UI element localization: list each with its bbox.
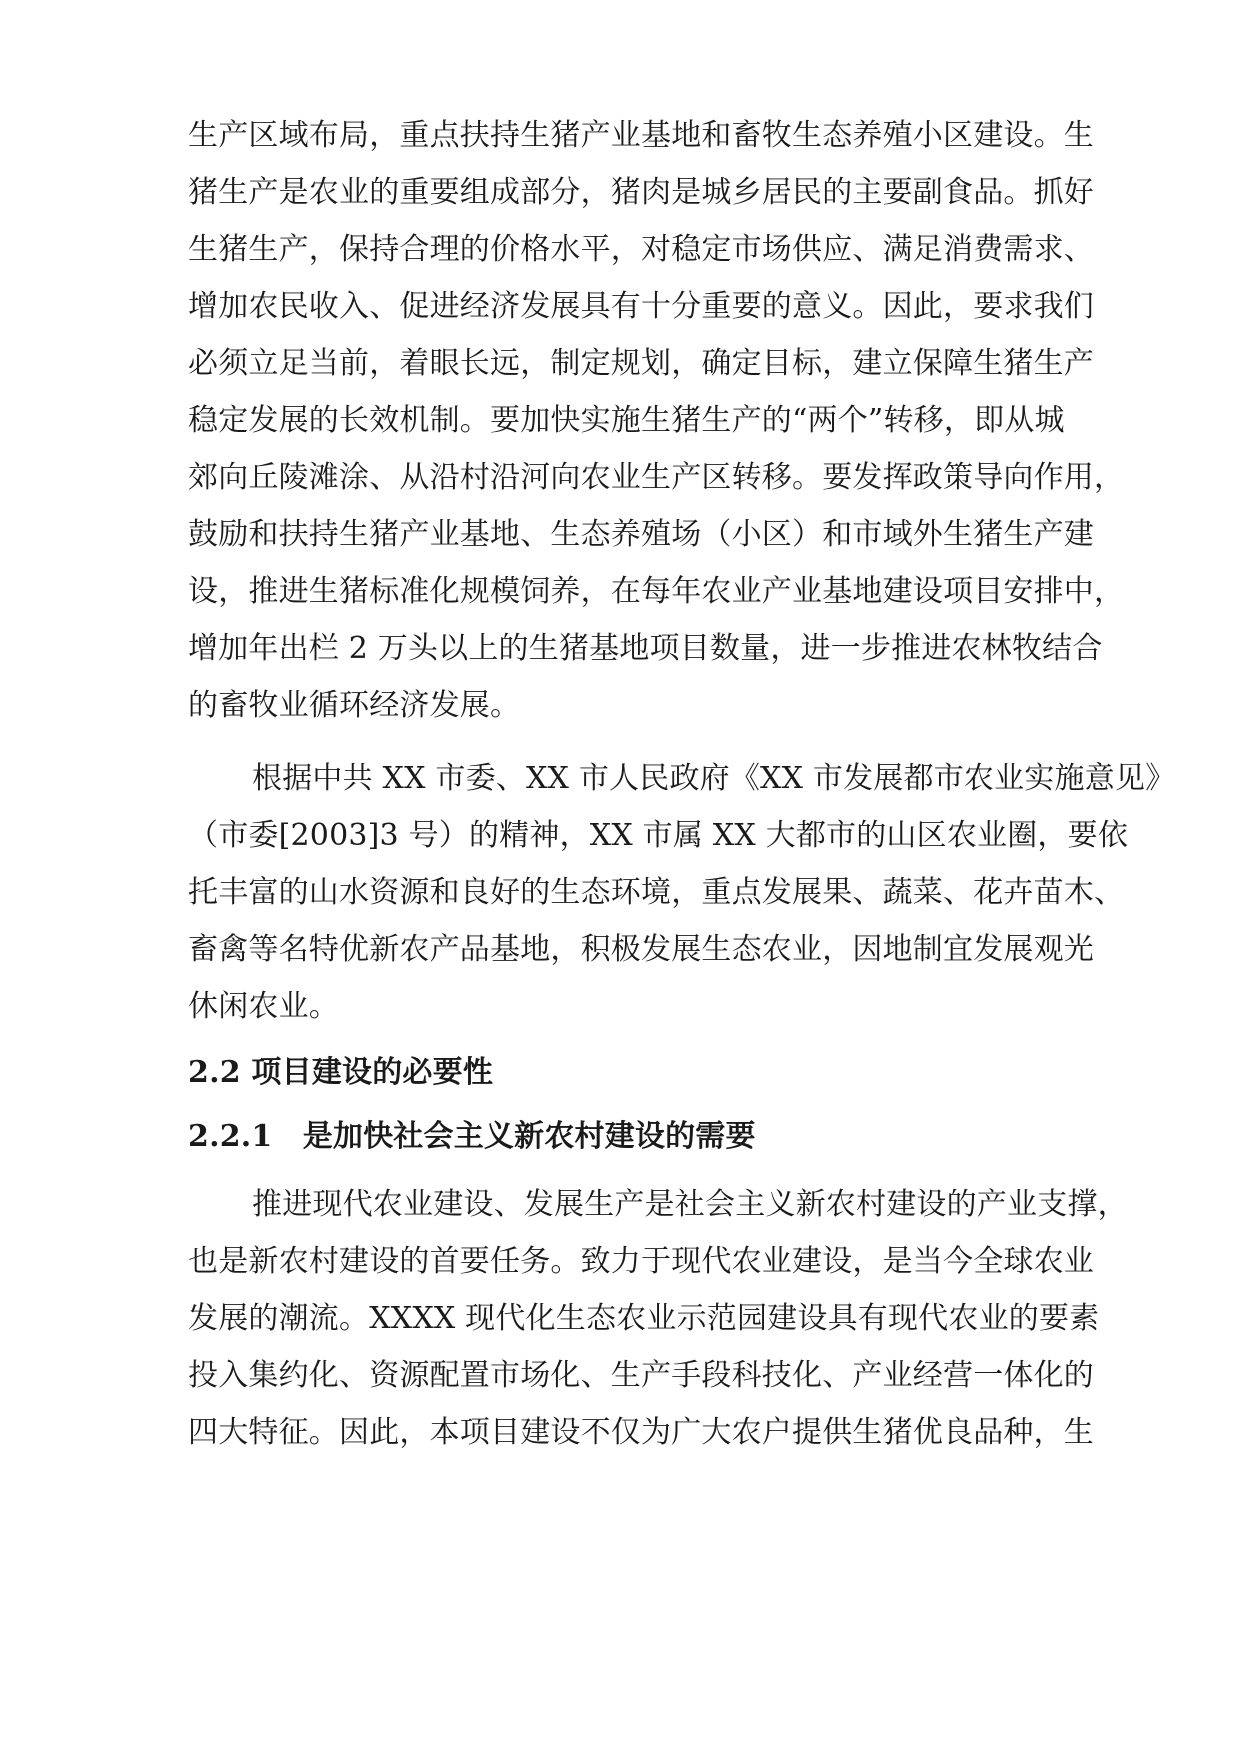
paragraph-line: 设，推进生猪标准化规模饲养，在每年农业产业基地建设项目安排中， [188, 574, 1125, 609]
paragraph-line: 的畜牧业循环经济发展。 [188, 688, 521, 723]
paragraph-line: 畜禽等名特优新农产品基地，积极发展生态农业，因地制宜发展观光 [188, 932, 1094, 967]
paragraph-line: 增加农民收入、促进经济发展具有十分重要的意义。因此，要求我们 [188, 289, 1094, 324]
paragraph-line: （市委[2003]3 号）的精神，XX 市属 XX 大都市的山区农业圈，要依 [188, 818, 1129, 853]
subsection-heading-2-2-1: 2.2.1 是加快社会主义新农村建设的需要 [188, 1119, 756, 1154]
paragraph-line: 必须立足当前，着眼长远，制定规划，确定目标，建立保障生猪生产 [188, 346, 1094, 381]
paragraph-line: 四大特征。因此，本项目建设不仅为广大农户提供生猪优良品种，生 [188, 1415, 1094, 1450]
paragraph-line: 休闲农业。 [188, 989, 339, 1024]
paragraph-line: 稳定发展的长效机制。要加快实施生猪生产的“两个”转移，即从城 [188, 403, 1065, 438]
paragraph-line: 也是新农村建设的首要任务。致力于现代农业建设，是当今全球农业 [188, 1244, 1094, 1279]
paragraph-line: 鼓励和扶持生猪产业基地、生态养殖场（小区）和市域外生猪生产建 [188, 517, 1094, 552]
paragraph-line: 发展的潮流。XXXX 现代化生态农业示范园建设具有现代农业的要素 [188, 1301, 1100, 1336]
paragraph-line: 郊向丘陵滩涂、从沿村沿河向农业生产区转移。要发挥政策导向作用， [188, 460, 1125, 495]
paragraph-line: 猪生产是农业的重要组成部分，猪肉是城乡居民的主要副食品。抓好 [188, 175, 1094, 210]
paragraph-line: 根据中共 XX 市委、XX 市人民政府《XX 市发展都市农业实施意见》 [252, 761, 1176, 796]
paragraph-line: 生产区域布局，重点扶持生猪产业基地和畜牧生态养殖小区建设。生 [188, 118, 1094, 153]
paragraph-line: 增加年出栏 2 万头以上的生猪基地项目数量，进一步推进农林牧结合 [188, 631, 1103, 666]
paragraph-line: 托丰富的山水资源和良好的生态环境，重点发展果、蔬菜、花卉苗木、 [188, 875, 1125, 910]
paragraph-line: 投入集约化、资源配置市场化、生产手段科技化、产业经营一体化的 [188, 1358, 1094, 1393]
section-heading-2-2: 2.2 项目建设的必要性 [188, 1055, 494, 1090]
paragraph-line: 生猪生产，保持合理的价格水平，对稳定市场供应、满足消费需求、 [188, 232, 1094, 267]
paragraph-line: 推进现代农业建设、发展生产是社会主义新农村建设的产业支撑， [252, 1187, 1128, 1222]
